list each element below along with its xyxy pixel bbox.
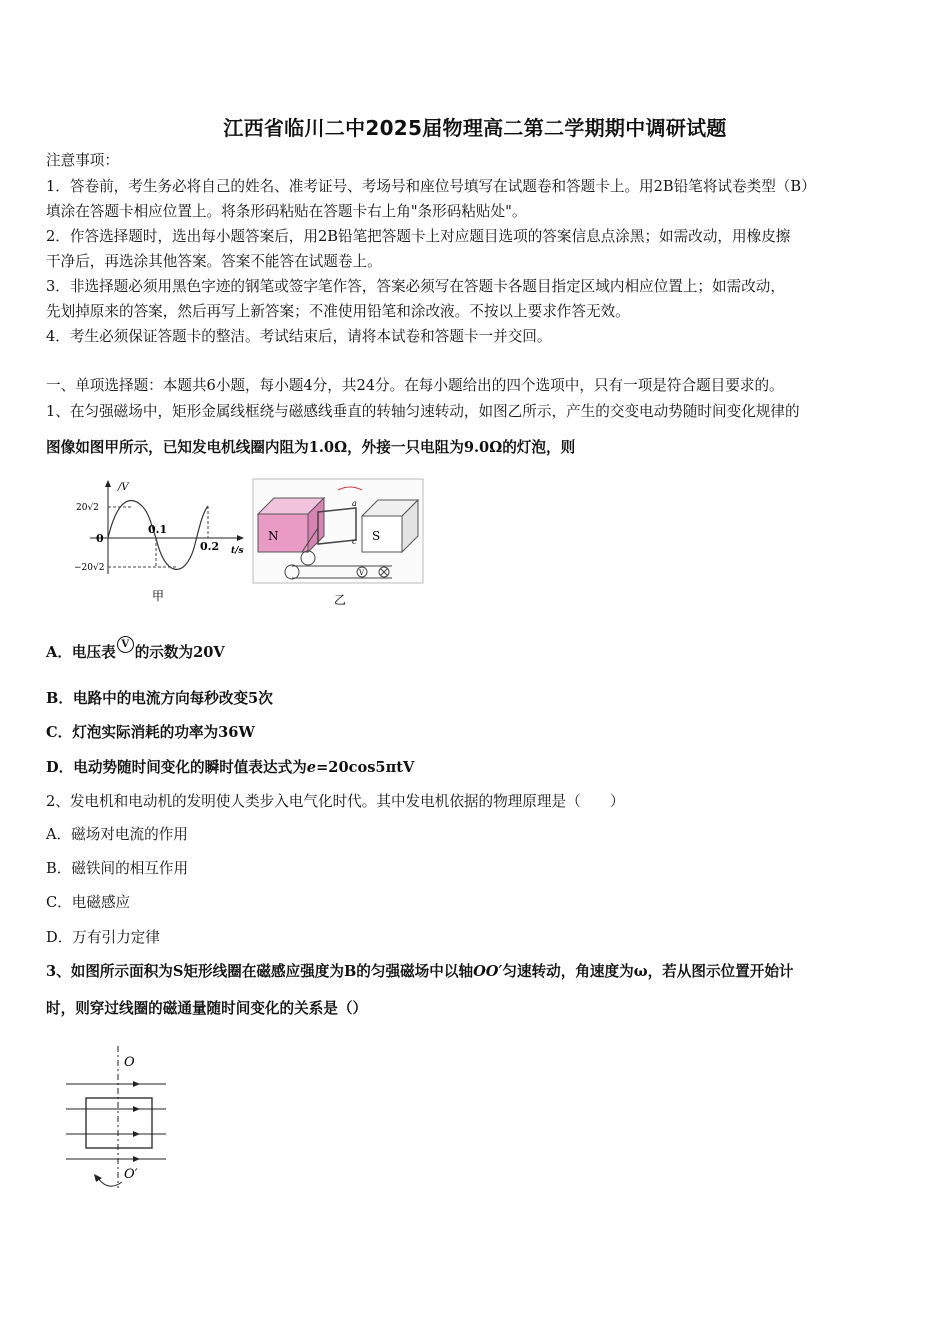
y-axis-label: /V bbox=[118, 482, 129, 493]
notice-line: 先划掉原来的答案，然后再写上新答案；不准使用铅笔和涂改液。不按以上要求作答无效。 bbox=[46, 303, 630, 320]
x-axis-label: t/s bbox=[231, 546, 244, 556]
option-text: 的示数为20V bbox=[134, 644, 225, 661]
q2-stem: 2、发电机和电动机的发明使人类步入电气化时代。其中发电机依据的物理原理是（ ） bbox=[46, 793, 625, 810]
option-text: A．电压表 bbox=[46, 644, 116, 661]
q1-figure-jia bbox=[70, 478, 250, 606]
figure-caption: 乙 bbox=[334, 593, 347, 607]
option-text: D．电动势随时间变化的瞬时值表达式为 bbox=[46, 759, 307, 776]
axis-label-o: O bbox=[124, 1055, 135, 1070]
q2-option-c: C．电磁感应 bbox=[46, 894, 131, 911]
label-c: c bbox=[352, 537, 357, 546]
pole-n-label: N bbox=[268, 529, 279, 543]
q2-option-b: B．磁铁间的相互作用 bbox=[46, 860, 189, 877]
y-tick-label: 20√2 bbox=[76, 503, 99, 513]
x-tick-label: 0.1 bbox=[148, 523, 168, 536]
origin-label: 0 bbox=[96, 532, 104, 545]
x-axis-arrow-icon bbox=[237, 535, 244, 541]
label-a: a bbox=[352, 499, 357, 508]
notice-line: 干净后，再选涂其他答案。答案不能答在试题卷上。 bbox=[46, 253, 382, 270]
rectangular-coil bbox=[86, 1098, 152, 1148]
voltmeter-symbol-icon bbox=[117, 636, 134, 653]
field-arrow-icon bbox=[133, 1131, 140, 1137]
notice-heading: 注意事项： bbox=[46, 152, 119, 169]
field-lines bbox=[66, 1081, 166, 1162]
q3-figure bbox=[60, 1042, 180, 1194]
q1-stem: 1、在匀强磁场中，矩形金属线框绕与磁感线垂直的转轴匀速转动，如图乙所示，产生的交变电动势随时间变化规律的 bbox=[46, 403, 800, 420]
magnet-s bbox=[362, 516, 402, 552]
q1-option-c: C．灯泡实际消耗的功率为36W bbox=[46, 724, 255, 741]
notice-line: 3．非选择题必须用黑色字迹的钢笔或签字笔作答，答案必须写在答题卡各题目指定区域内相应位置上；如需改动， bbox=[46, 278, 785, 295]
q1-option-b: B．电路中的电流方向每秒改变5次 bbox=[46, 690, 273, 707]
axis-label-o-prime: O′ bbox=[124, 1167, 138, 1182]
notice-line: 1．答卷前，考生务必将自己的姓名、准考证号、考场号和座位号填写在试题卷和答题卡上。用2B铅笔将试卷类型（B） bbox=[46, 178, 816, 195]
q2-option-d: D．万有引力定律 bbox=[46, 929, 160, 946]
field-arrow-icon bbox=[133, 1106, 140, 1112]
option-variable: e bbox=[306, 759, 317, 776]
field-arrow-icon bbox=[133, 1081, 140, 1087]
q1-figure-yi bbox=[252, 478, 424, 610]
section-heading: 一、单项选择题：本题共6小题，每小题4分，共24分。在每小题给出的四个选项中，只有一项是符合题目要求的。 bbox=[46, 377, 784, 394]
notice-line: 2．作答选择题时，选出每小题答案后，用2B铅笔把答题卡上对应题目选项的答案信息点涂黑；如需改动，用橡皮擦 bbox=[46, 228, 791, 245]
q3-stem bbox=[46, 962, 908, 982]
notice-line: 4．考生必须保证答题卡的整洁。考试结束后，请将本试卷和答题卡一并交回。 bbox=[46, 328, 552, 345]
stem-text: 匀速转动，角速度为ω，若从图示位置开始计 bbox=[502, 963, 794, 980]
option-text: =20cos5πtV bbox=[316, 759, 415, 776]
figure-caption: 甲 bbox=[152, 589, 165, 603]
q2-option-a: A．磁场对电流的作用 bbox=[46, 826, 188, 843]
axis-symbol: OO′ bbox=[473, 963, 503, 980]
page-title: 江西省临川二中2025届物理高二第二学期期中调研试题 bbox=[223, 116, 727, 140]
field-arrow-icon bbox=[133, 1156, 140, 1162]
y-tick-label: −20√2 bbox=[74, 563, 105, 573]
q3-stem: 时，则穿过线圈的磁通量随时间变化的关系是（） bbox=[46, 1000, 368, 1017]
magnet-n bbox=[258, 514, 308, 552]
pole-s-label: S bbox=[372, 529, 381, 543]
q1-option-d bbox=[46, 758, 908, 778]
stem-text: 3、如图所示面积为S矩形线圈在磁感应强度为B的匀强磁场中以轴 bbox=[46, 963, 474, 980]
q1-option-a bbox=[46, 639, 908, 663]
y-axis-arrow-icon bbox=[105, 480, 111, 487]
voltmeter-symbol-label: V bbox=[121, 639, 130, 650]
voltmeter-label: V bbox=[359, 569, 365, 577]
x-tick-label: 0.2 bbox=[200, 540, 220, 553]
notice-line: 填涂在答题卡相应位置上。将条形码粘贴在答题卡右上角"条形码粘贴处"。 bbox=[46, 203, 527, 220]
q1-stem: 图像如图甲所示，已知发电机线圈内阻为1.0Ω，外接一只电阻为9.0Ω的灯泡，则 bbox=[46, 439, 576, 456]
